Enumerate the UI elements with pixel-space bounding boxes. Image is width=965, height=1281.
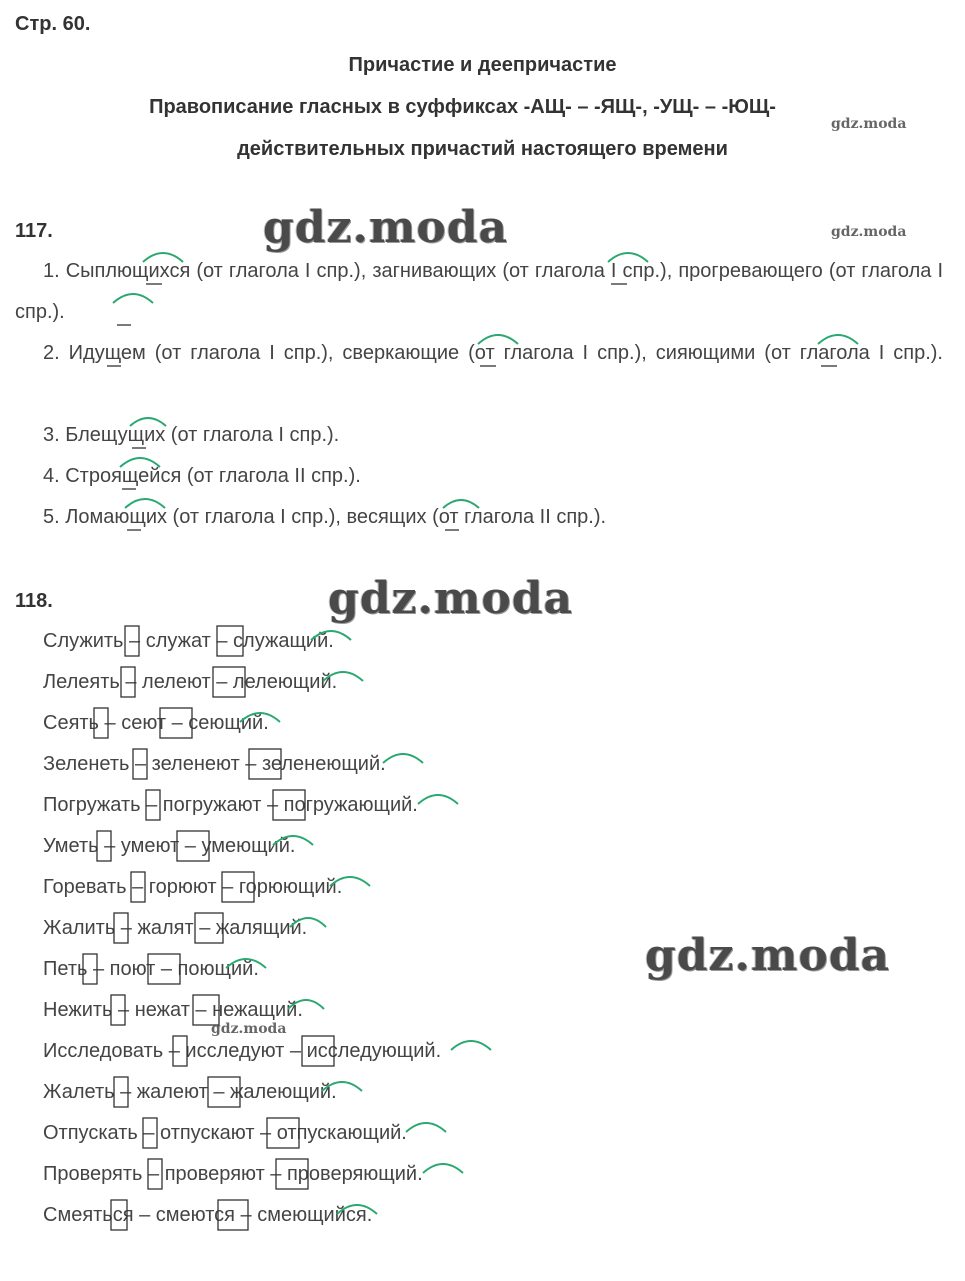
ending-box <box>114 1077 128 1107</box>
suffix-arc <box>273 836 313 845</box>
ex118-line: Горевать – горюют – горюющий. <box>43 876 343 898</box>
ex118-line: Проверять – проверяют – проверяющий. <box>43 1163 423 1185</box>
ex117-item-5: 5. Ломающих (от глагола I спр.), весящих (от глагола II спр.). <box>43 506 607 528</box>
watermark-large: gdz.moda <box>328 573 574 624</box>
watermark-large: gdz.moda <box>263 202 509 253</box>
suffix-arc <box>383 754 423 763</box>
ex118-line: Сеять – сеют – сеющий. <box>43 712 269 734</box>
ex118-line: Смеяться – смеются – смеющийся. <box>43 1204 373 1226</box>
ending-box <box>213 667 245 697</box>
ending-box <box>160 708 192 738</box>
suffix-arc <box>423 1164 463 1173</box>
topic-heading-line2: действительных причастий настоящего времени <box>237 138 728 160</box>
ending-box <box>208 1077 240 1107</box>
suffix-arc <box>478 335 518 344</box>
ending-box <box>146 790 160 820</box>
suffix-arc <box>143 253 183 262</box>
suffix-arc <box>113 294 153 303</box>
ex117-item-2: 2. Идущем (от глагола I спр.), сверкающие (от глагола I спр.), сияющими (от глагола I спр.). <box>43 342 943 364</box>
suffix-arc <box>226 959 266 968</box>
ex118-line: Служить – служат – служащий. <box>43 630 334 652</box>
ending-box <box>217 626 243 656</box>
ending-box <box>267 1118 299 1148</box>
ending-box <box>148 1159 162 1189</box>
watermark-small: gdz.moda <box>831 224 907 240</box>
ex118-line: Зеленеть – зеленеют – зеленеющий. <box>43 753 386 775</box>
suffix-arc <box>337 1205 377 1214</box>
ex118-line: Жалеть – жалеют – жалеющий. <box>43 1081 337 1103</box>
ending-box <box>276 1159 308 1189</box>
ex118-line: Жалить – жалят – жалящий. <box>43 917 308 939</box>
ending-box <box>125 626 139 656</box>
ending-box <box>111 995 125 1025</box>
suffix-arc <box>818 335 858 344</box>
ex118-line: Нежить – нежат – нежащий. <box>43 999 303 1021</box>
ending-box <box>131 872 145 902</box>
suffix-arc <box>443 500 479 508</box>
suffix-arc <box>130 418 166 426</box>
suffix-arc <box>120 458 160 467</box>
suffix-arc <box>290 918 326 927</box>
exercise-117-number: 117. <box>15 220 53 242</box>
ending-box <box>195 913 223 943</box>
exercise-118-number: 118. <box>15 590 53 612</box>
ending-box <box>83 954 97 984</box>
ex118-line: Уметь – умеют – умеющий. <box>43 835 296 857</box>
topic-heading-line1: Правописание гласных в суффиксах -АЩ- – -ЯЩ-, -УЩ- – -ЮЩ- <box>149 96 776 118</box>
suffix-arc <box>311 631 351 640</box>
suffix-arc <box>288 1000 324 1009</box>
ending-box <box>94 708 108 738</box>
ex118-line: Исследовать – исследуют – исследующий. <box>43 1040 442 1062</box>
ending-box <box>222 872 254 902</box>
ex118-line: Лелеять – лелеют – лелеющий. <box>43 671 338 693</box>
section-heading: Причастие и деепричастие <box>348 54 617 76</box>
suffix-arc <box>322 1082 362 1091</box>
suffix-arc <box>406 1123 446 1132</box>
ending-box <box>111 1200 127 1230</box>
ending-box <box>133 749 147 779</box>
suffix-arc <box>451 1041 491 1050</box>
ex118-line: Отпускать – отпускают – отпускающий. <box>43 1122 407 1144</box>
ending-box <box>302 1036 334 1066</box>
suffix-arc <box>323 672 363 681</box>
watermark-small: gdz.moda <box>211 1021 287 1037</box>
ex117-item-4: 4. Строящейся (от глагола II спр.). <box>43 465 361 487</box>
suffix-arc <box>418 795 458 804</box>
ending-box <box>173 1036 187 1066</box>
suffix-arc <box>125 499 165 508</box>
ending-box <box>143 1118 157 1148</box>
ending-box <box>148 954 180 984</box>
ex117-item-3: 3. Блещущих (от глагола I спр.). <box>43 424 340 446</box>
watermark-small: gdz.moda <box>831 116 907 132</box>
ex117-item-1: 1. Сыплющихся (от глагола I спр.), загнивающих (от глагола I спр.), прогревающего (от глагола I спр.). <box>15 260 943 323</box>
ex118-line: Петь – поют – поющий. <box>43 958 259 980</box>
page-number: Стр. 60. <box>15 13 91 35</box>
ex118-line: Погружать – погружают – погружающий. <box>43 794 418 816</box>
ending-box <box>218 1200 248 1230</box>
watermark-large: gdz.moda <box>645 930 891 981</box>
ending-box <box>273 790 305 820</box>
suffix-arc <box>330 877 370 886</box>
ending-box <box>114 913 128 943</box>
ending-box <box>97 831 111 861</box>
ending-box <box>249 749 281 779</box>
ending-box <box>177 831 209 861</box>
suffix-arc <box>608 253 648 262</box>
suffix-arc <box>240 713 280 722</box>
ending-box <box>121 667 135 697</box>
